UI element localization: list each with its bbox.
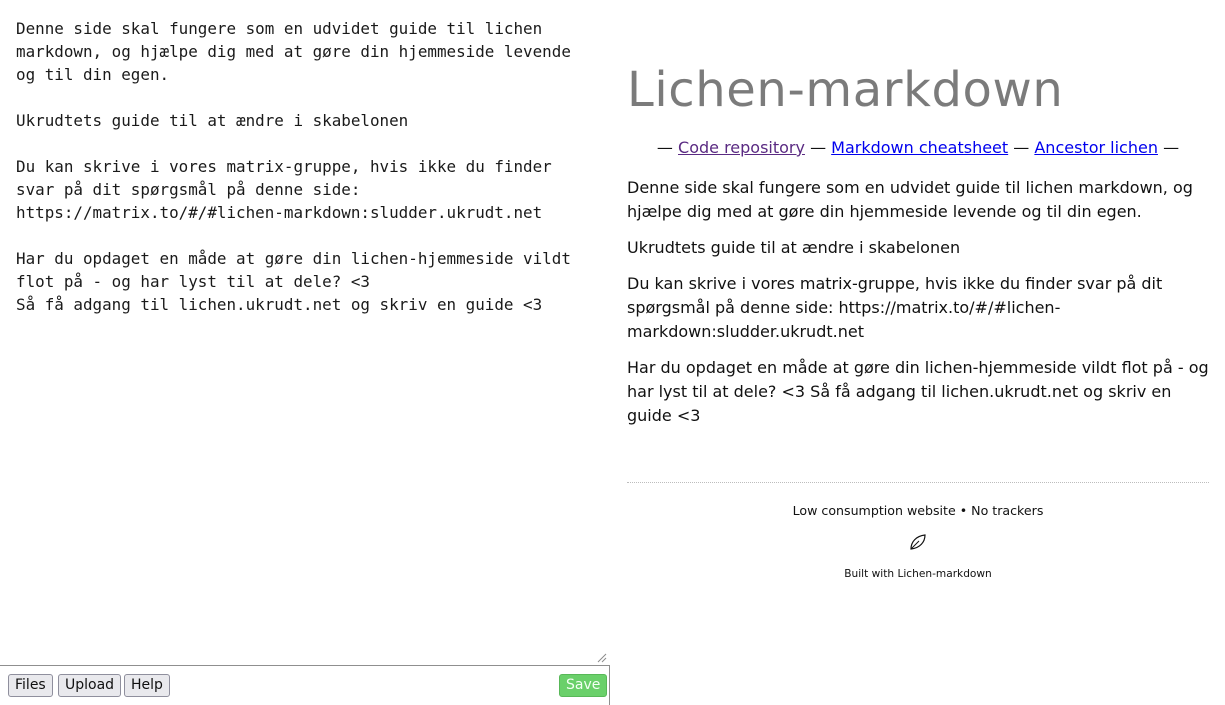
built-with-text: Built with Lichen-markdown bbox=[844, 568, 992, 580]
site-title: Lichen-markdown bbox=[627, 62, 1064, 118]
nav-dash: — bbox=[1013, 138, 1030, 157]
markdown-editor[interactable] bbox=[0, 0, 610, 666]
paragraph: Du kan skrive i vores matrix-gruppe, hvis ikke du finder svar på dit spørgsmål på denne side: https://matrix.to/#/#lichen-markdown:sludder.ukrudt.net bbox=[627, 274, 1163, 341]
save-button[interactable]: Save bbox=[559, 674, 607, 697]
resize-grip-icon[interactable] bbox=[597, 653, 607, 663]
site-footer bbox=[627, 503, 1209, 581]
nav-dash: — bbox=[656, 138, 673, 157]
files-button[interactable]: Files bbox=[8, 674, 53, 697]
paragraph: Denne side skal fungere som en udvidet guide til lichen markdown, og hjælpe dig med at gøre din hjemmeside levende og til din egen. bbox=[627, 178, 1193, 221]
nav-dash: — bbox=[810, 138, 827, 157]
help-button[interactable]: Help bbox=[124, 674, 170, 697]
paragraph: Ukrudtets guide til at ændre i skabelonen bbox=[627, 238, 961, 257]
editor-toolbar bbox=[0, 666, 609, 705]
preview-pane bbox=[611, 0, 1225, 705]
footer-tagline: Low consumption website • No trackers bbox=[792, 503, 1044, 518]
editor-pane bbox=[0, 0, 610, 705]
preview-content bbox=[627, 0, 1209, 581]
markdown-cheatsheet-link[interactable]: Markdown cheatsheet bbox=[831, 138, 1009, 157]
paragraph: Har du opdaget en måde at gøre din lichen-hjemmeside vildt flot på - og har lyst til at dele? <3 Så få adgang til lichen.ukrudt.net og skriv en guide <3 bbox=[627, 358, 1209, 425]
code-repository-link[interactable]: Code repository bbox=[678, 138, 805, 157]
leaf-icon bbox=[908, 533, 928, 551]
nav-dash: — bbox=[1163, 138, 1180, 157]
site-nav bbox=[627, 138, 1209, 158]
preview-body bbox=[627, 176, 1209, 428]
upload-button[interactable]: Upload bbox=[58, 674, 121, 697]
footer-divider bbox=[627, 482, 1209, 483]
ancestor-lichen-link[interactable]: Ancestor lichen bbox=[1034, 138, 1158, 157]
